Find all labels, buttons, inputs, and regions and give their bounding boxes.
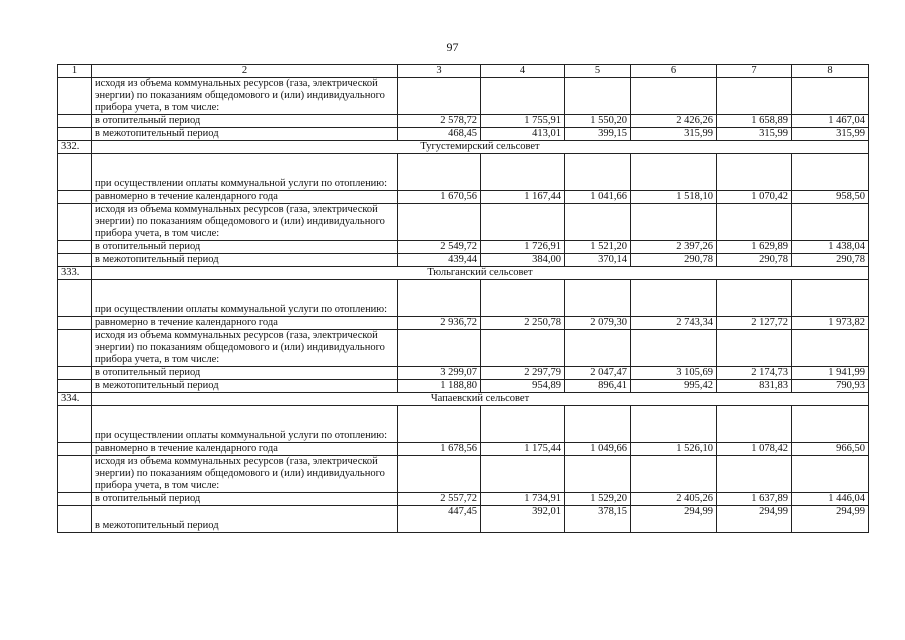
description-row bbox=[58, 456, 869, 493]
row-number-cell bbox=[58, 493, 92, 506]
row-label-cell: равномерно в течение календарного года bbox=[92, 191, 398, 204]
page-number: 97 bbox=[446, 40, 459, 54]
value-cell: 1 526,10 bbox=[631, 443, 717, 456]
value-cell: 1 678,56 bbox=[398, 443, 481, 456]
description-cell: исходя из объема коммунальных ресурсов (газа, электрической энергии) по показаниям общедомового и (или) индивидуального прибора учета, в том числе: bbox=[92, 204, 398, 241]
section-name: Тугустемирский сельсовет bbox=[92, 141, 869, 154]
section-title-row bbox=[58, 141, 869, 154]
empty-value-cell bbox=[565, 78, 631, 115]
value-cell: 1 670,56 bbox=[398, 191, 481, 204]
empty-value-cell bbox=[631, 280, 717, 317]
row-number-cell bbox=[58, 191, 92, 204]
value-row bbox=[58, 317, 869, 330]
value-cell: 3 105,69 bbox=[631, 367, 717, 380]
value-cell: 2 549,72 bbox=[398, 241, 481, 254]
empty-value-cell bbox=[481, 204, 565, 241]
value-cell: 315,99 bbox=[792, 128, 869, 141]
empty-value-cell bbox=[481, 456, 565, 493]
value-cell: 1 521,20 bbox=[565, 241, 631, 254]
description-cell: исходя из объема коммунальных ресурсов (газа, электрической энергии) по показаниям общедомового и (или) индивидуального прибора учета, в том числе: bbox=[92, 330, 398, 367]
value-cell: 294,99 bbox=[717, 506, 792, 533]
header-cell: 1 bbox=[58, 65, 92, 78]
value-cell: 384,00 bbox=[481, 254, 565, 267]
table-body bbox=[58, 65, 869, 533]
row-label-cell: в межотопительный период bbox=[92, 506, 398, 533]
row-label-cell: в межотопительный период bbox=[92, 380, 398, 393]
description-cell: исходя из объема коммунальных ресурсов (газа, электрической энергии) по показаниям общедомового и (или) индивидуального прибора учета, в том числе: bbox=[92, 78, 398, 115]
section-title-row bbox=[58, 393, 869, 406]
value-cell: 392,01 bbox=[481, 506, 565, 533]
value-row bbox=[58, 115, 869, 128]
value-cell: 2 047,47 bbox=[565, 367, 631, 380]
value-cell: 370,14 bbox=[565, 254, 631, 267]
value-cell: 2 297,79 bbox=[481, 367, 565, 380]
value-cell: 2 397,26 bbox=[631, 241, 717, 254]
value-cell: 2 127,72 bbox=[717, 317, 792, 330]
row-label-cell: в отопительный период bbox=[92, 115, 398, 128]
row-number-cell bbox=[58, 280, 92, 317]
value-row bbox=[58, 128, 869, 141]
row-label-cell: равномерно в течение календарного года bbox=[92, 317, 398, 330]
value-cell: 468,45 bbox=[398, 128, 481, 141]
empty-value-cell bbox=[717, 330, 792, 367]
description-cell: исходя из объема коммунальных ресурсов (газа, электрической энергии) по показаниям общедомового и (или) индивидуального прибора учета, в том числе: bbox=[92, 456, 398, 493]
row-label-cell: в отопительный период bbox=[92, 367, 398, 380]
row-number-cell bbox=[58, 330, 92, 367]
value-cell: 1 175,44 bbox=[481, 443, 565, 456]
empty-value-cell bbox=[565, 406, 631, 443]
row-number-cell bbox=[58, 456, 92, 493]
value-cell: 1 167,44 bbox=[481, 191, 565, 204]
value-cell: 1 518,10 bbox=[631, 191, 717, 204]
row-number-cell bbox=[58, 254, 92, 267]
empty-value-cell bbox=[717, 154, 792, 191]
header-cell: 4 bbox=[481, 65, 565, 78]
empty-value-cell bbox=[398, 330, 481, 367]
row-label-cell: в межотопительный период bbox=[92, 254, 398, 267]
value-row bbox=[58, 443, 869, 456]
value-cell: 413,01 bbox=[481, 128, 565, 141]
value-cell: 958,50 bbox=[792, 191, 869, 204]
empty-value-cell bbox=[631, 204, 717, 241]
empty-value-cell bbox=[792, 330, 869, 367]
empty-value-cell bbox=[631, 456, 717, 493]
value-cell: 966,50 bbox=[792, 443, 869, 456]
row-number-cell bbox=[58, 380, 92, 393]
value-cell: 1 973,82 bbox=[792, 317, 869, 330]
value-cell: 315,99 bbox=[631, 128, 717, 141]
value-cell: 2 250,78 bbox=[481, 317, 565, 330]
empty-value-cell bbox=[717, 406, 792, 443]
empty-value-cell bbox=[481, 330, 565, 367]
description-cell: при осуществлении оплаты коммунальной услуги по отоплению: bbox=[92, 154, 398, 191]
value-cell: 1 078,42 bbox=[717, 443, 792, 456]
value-cell: 315,99 bbox=[717, 128, 792, 141]
value-row bbox=[58, 191, 869, 204]
description-row bbox=[58, 280, 869, 317]
empty-value-cell bbox=[398, 280, 481, 317]
value-row bbox=[58, 380, 869, 393]
value-cell: 290,78 bbox=[792, 254, 869, 267]
value-cell: 1 446,04 bbox=[792, 493, 869, 506]
empty-value-cell bbox=[631, 406, 717, 443]
header-cell: 5 bbox=[565, 65, 631, 78]
header-cell: 8 bbox=[792, 65, 869, 78]
value-cell: 954,89 bbox=[481, 380, 565, 393]
value-row bbox=[58, 241, 869, 254]
row-label-cell: в отопительный период bbox=[92, 493, 398, 506]
value-cell: 2 405,26 bbox=[631, 493, 717, 506]
value-cell: 1 726,91 bbox=[481, 241, 565, 254]
value-cell: 995,42 bbox=[631, 380, 717, 393]
description-row bbox=[58, 204, 869, 241]
value-row bbox=[58, 506, 869, 533]
empty-value-cell bbox=[481, 78, 565, 115]
value-cell: 290,78 bbox=[631, 254, 717, 267]
empty-value-cell bbox=[792, 204, 869, 241]
value-cell: 1 637,89 bbox=[717, 493, 792, 506]
value-cell: 831,83 bbox=[717, 380, 792, 393]
empty-value-cell bbox=[717, 204, 792, 241]
empty-value-cell bbox=[631, 330, 717, 367]
empty-value-cell bbox=[481, 280, 565, 317]
header-row bbox=[58, 65, 869, 78]
value-cell: 294,99 bbox=[631, 506, 717, 533]
empty-value-cell bbox=[565, 330, 631, 367]
empty-value-cell bbox=[565, 456, 631, 493]
value-cell: 2 557,72 bbox=[398, 493, 481, 506]
description-row bbox=[58, 78, 869, 115]
empty-value-cell bbox=[792, 280, 869, 317]
description-cell: при осуществлении оплаты коммунальной услуги по отоплению: bbox=[92, 280, 398, 317]
description-row bbox=[58, 154, 869, 191]
value-cell: 1 049,66 bbox=[565, 443, 631, 456]
value-cell: 1 070,42 bbox=[717, 191, 792, 204]
empty-value-cell bbox=[792, 78, 869, 115]
empty-value-cell bbox=[398, 154, 481, 191]
value-cell: 1 467,04 bbox=[792, 115, 869, 128]
empty-value-cell bbox=[717, 456, 792, 493]
value-row bbox=[58, 493, 869, 506]
value-cell: 1 658,89 bbox=[717, 115, 792, 128]
value-cell: 1 755,91 bbox=[481, 115, 565, 128]
row-label-cell: в отопительный период bbox=[92, 241, 398, 254]
value-cell: 3 299,07 bbox=[398, 367, 481, 380]
value-cell: 399,15 bbox=[565, 128, 631, 141]
value-row bbox=[58, 254, 869, 267]
value-cell: 2 743,34 bbox=[631, 317, 717, 330]
row-number-cell bbox=[58, 78, 92, 115]
row-number-cell bbox=[58, 204, 92, 241]
value-cell: 1 941,99 bbox=[792, 367, 869, 380]
empty-value-cell bbox=[717, 78, 792, 115]
value-cell: 2 426,26 bbox=[631, 115, 717, 128]
section-name: Чапаевский сельсовет bbox=[92, 393, 869, 406]
value-cell: 2 079,30 bbox=[565, 317, 631, 330]
value-cell: 294,99 bbox=[792, 506, 869, 533]
value-cell: 1 529,20 bbox=[565, 493, 631, 506]
value-cell: 1 629,89 bbox=[717, 241, 792, 254]
value-cell: 290,78 bbox=[717, 254, 792, 267]
empty-value-cell bbox=[481, 154, 565, 191]
empty-value-cell bbox=[792, 406, 869, 443]
header-cell: 3 bbox=[398, 65, 481, 78]
value-cell: 447,45 bbox=[398, 506, 481, 533]
row-number-cell bbox=[58, 128, 92, 141]
header-cell: 7 bbox=[717, 65, 792, 78]
empty-value-cell bbox=[481, 406, 565, 443]
row-label-cell: в межотопительный период bbox=[92, 128, 398, 141]
row-number-cell bbox=[58, 506, 92, 533]
empty-value-cell bbox=[398, 406, 481, 443]
description-cell: при осуществлении оплаты коммунальной услуги по отоплению: bbox=[92, 406, 398, 443]
empty-value-cell bbox=[398, 78, 481, 115]
section-number: 332. bbox=[58, 141, 92, 154]
empty-value-cell bbox=[398, 204, 481, 241]
value-cell: 1 550,20 bbox=[565, 115, 631, 128]
empty-value-cell bbox=[631, 78, 717, 115]
row-number-cell bbox=[58, 115, 92, 128]
value-cell: 2 578,72 bbox=[398, 115, 481, 128]
section-name: Тюльганский сельсовет bbox=[92, 267, 869, 280]
header-cell: 6 bbox=[631, 65, 717, 78]
empty-value-cell bbox=[792, 456, 869, 493]
empty-value-cell bbox=[631, 154, 717, 191]
row-number-cell bbox=[58, 406, 92, 443]
row-number-cell bbox=[58, 154, 92, 191]
value-cell: 1 041,66 bbox=[565, 191, 631, 204]
description-row bbox=[58, 330, 869, 367]
row-number-cell bbox=[58, 241, 92, 254]
empty-value-cell bbox=[398, 456, 481, 493]
row-number-cell bbox=[58, 317, 92, 330]
empty-value-cell bbox=[565, 154, 631, 191]
section-number: 333. bbox=[58, 267, 92, 280]
value-row bbox=[58, 367, 869, 380]
empty-value-cell bbox=[565, 204, 631, 241]
empty-value-cell bbox=[717, 280, 792, 317]
value-cell: 896,41 bbox=[565, 380, 631, 393]
value-cell: 1 734,91 bbox=[481, 493, 565, 506]
section-title-row bbox=[58, 267, 869, 280]
value-cell: 2 936,72 bbox=[398, 317, 481, 330]
value-cell: 439,44 bbox=[398, 254, 481, 267]
row-number-cell bbox=[58, 367, 92, 380]
row-label-cell: равномерно в течение календарного года bbox=[92, 443, 398, 456]
tariff-table bbox=[57, 64, 869, 533]
value-cell: 1 188,80 bbox=[398, 380, 481, 393]
empty-value-cell bbox=[565, 280, 631, 317]
value-cell: 790,93 bbox=[792, 380, 869, 393]
description-row bbox=[58, 406, 869, 443]
value-cell: 2 174,73 bbox=[717, 367, 792, 380]
header-cell: 2 bbox=[92, 65, 398, 78]
empty-value-cell bbox=[792, 154, 869, 191]
row-number-cell bbox=[58, 443, 92, 456]
section-number: 334. bbox=[58, 393, 92, 406]
value-cell: 1 438,04 bbox=[792, 241, 869, 254]
value-cell: 378,15 bbox=[565, 506, 631, 533]
